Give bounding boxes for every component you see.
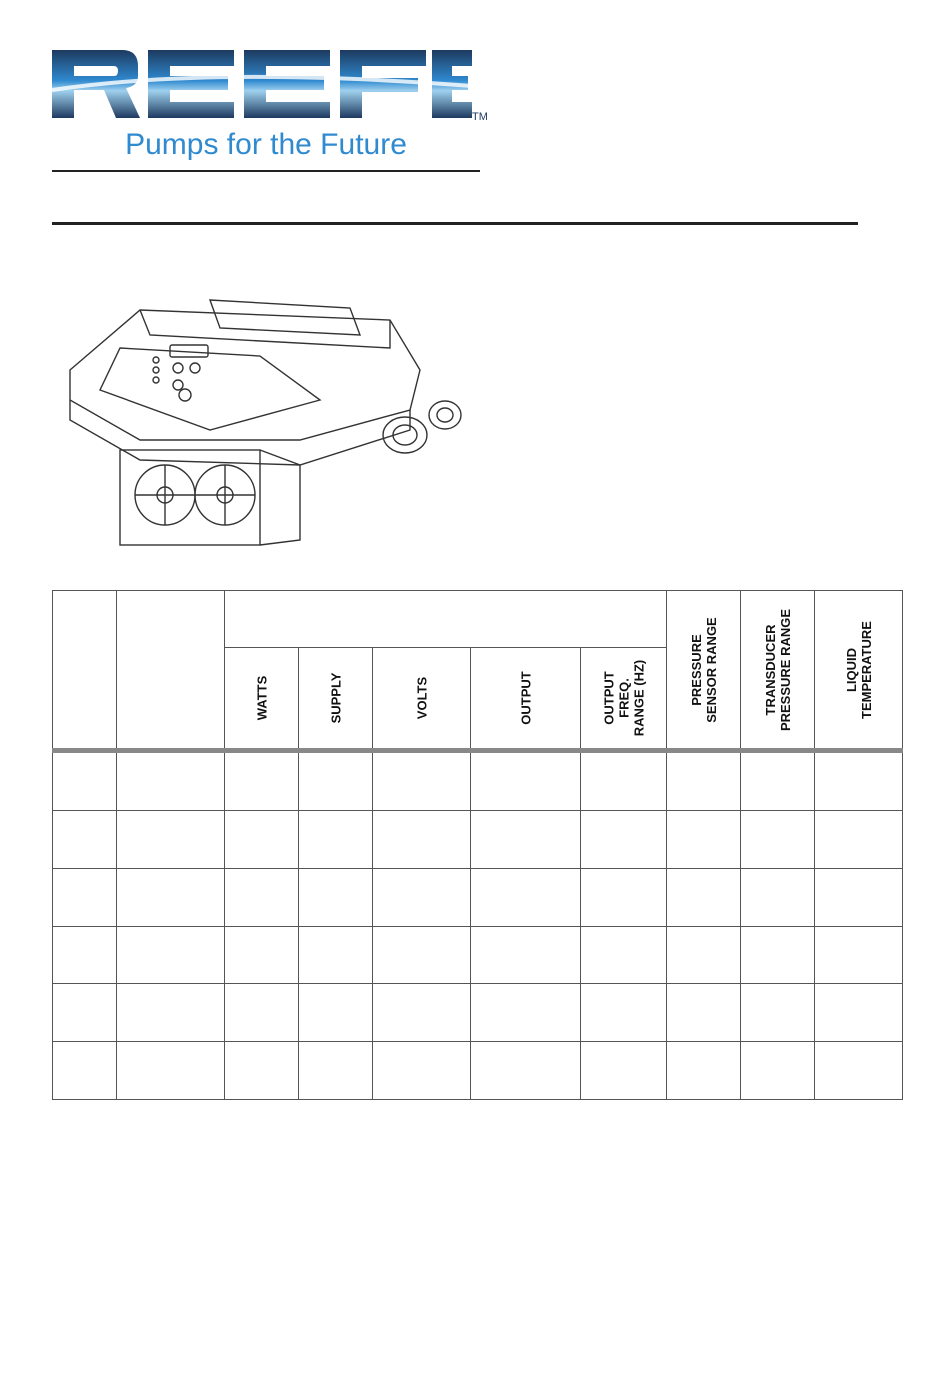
table-cell [741, 868, 815, 926]
table-cell [117, 984, 225, 1042]
table-cell [299, 926, 373, 984]
table-cell [299, 1042, 373, 1100]
table-cell [299, 868, 373, 926]
table-cell [53, 984, 117, 1042]
table-row [53, 811, 903, 869]
header-transducer: TRANSDUCER PRESSURE RANGE [741, 591, 815, 751]
table-cell [225, 1042, 299, 1100]
table-cell [741, 751, 815, 811]
table-cell [117, 751, 225, 811]
header-watts: WATTS [225, 647, 299, 750]
table-cell [581, 811, 667, 869]
table-cell [299, 984, 373, 1042]
table-row [53, 868, 903, 926]
spec-table [52, 590, 903, 1100]
table-cell [667, 868, 741, 926]
table-cell [815, 1042, 903, 1100]
table-cell [471, 1042, 581, 1100]
table-cell [373, 811, 471, 869]
logo-divider [52, 170, 480, 172]
header-supply: SUPPLY [299, 647, 373, 750]
table-cell [815, 926, 903, 984]
table-cell [117, 811, 225, 869]
tagline: Pumps for the Future [125, 128, 407, 161]
table-row [53, 751, 903, 811]
header-output: OUTPUT [471, 647, 581, 750]
table-cell [53, 868, 117, 926]
table-cell [117, 1042, 225, 1100]
table-row [53, 984, 903, 1042]
table-cell [581, 1042, 667, 1100]
table-cell [667, 751, 741, 811]
table-cell [225, 868, 299, 926]
title-divider [52, 222, 858, 225]
table-cell [53, 926, 117, 984]
table-cell [373, 1042, 471, 1100]
table-row [53, 1042, 903, 1100]
header-blank-2 [117, 591, 225, 751]
table-cell [471, 811, 581, 869]
table-cell [225, 811, 299, 869]
table-row [53, 926, 903, 984]
table-cell [225, 984, 299, 1042]
table-cell [373, 926, 471, 984]
table-cell [741, 811, 815, 869]
table-cell [667, 1042, 741, 1100]
table-cell [815, 751, 903, 811]
table-cell [667, 984, 741, 1042]
header-volts: VOLTS [373, 647, 471, 750]
trademark: TM [472, 111, 488, 123]
table-cell [667, 811, 741, 869]
table-cell [741, 1042, 815, 1100]
table-cell [667, 926, 741, 984]
table-cell [471, 868, 581, 926]
table-cell [581, 868, 667, 926]
table-body [53, 751, 903, 1100]
table-cell [373, 984, 471, 1042]
table-cell [53, 751, 117, 811]
table-cell [741, 984, 815, 1042]
header-group [225, 591, 667, 648]
table-cell [117, 868, 225, 926]
table-cell [373, 868, 471, 926]
table-cell [581, 926, 667, 984]
table-cell [741, 926, 815, 984]
table-cell [815, 868, 903, 926]
header-blank-1 [53, 591, 117, 751]
table-cell [225, 926, 299, 984]
header-output-freq: OUTPUT FREQ. RANGE (HZ) [581, 647, 667, 750]
table-cell [815, 811, 903, 869]
table-cell [471, 984, 581, 1042]
table-cell [815, 984, 903, 1042]
header-liquid-temp: LIQUID TEMPERATURE [815, 591, 903, 751]
table-cell [117, 926, 225, 984]
table-cell [53, 811, 117, 869]
table-cell [299, 811, 373, 869]
table-cell [581, 984, 667, 1042]
table-cell [471, 926, 581, 984]
table-cell [53, 1042, 117, 1100]
drive-controller-illustration [60, 290, 460, 552]
header-pressure-sensor: PRESSURE SENSOR RANGE [667, 591, 741, 751]
